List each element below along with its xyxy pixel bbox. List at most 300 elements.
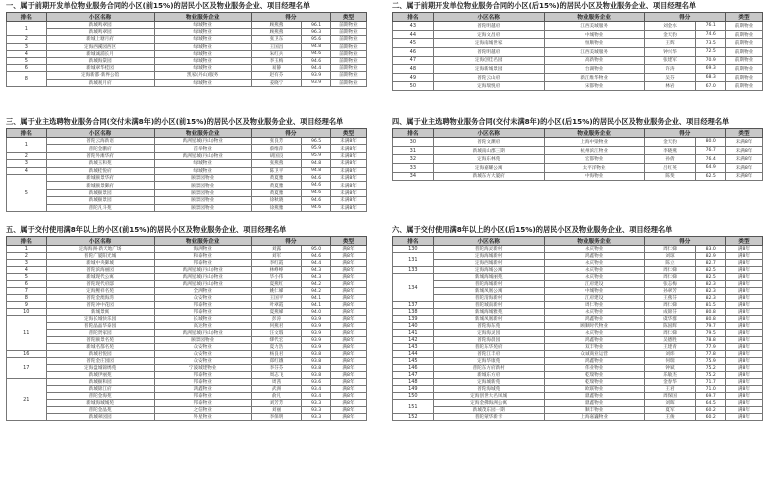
name-cell: 定海鲤祥名苑 xyxy=(46,288,154,295)
company-cell: 颐景园物业 xyxy=(154,197,251,204)
type-cell: 满8年 xyxy=(330,295,366,302)
rank-cell: 16 xyxy=(7,351,47,358)
type-cell: 满8年 xyxy=(330,379,366,386)
column-header-type: 类型 xyxy=(725,13,762,22)
manager-cell: 周志飞 xyxy=(251,372,301,379)
manager-cell: 张卫东 xyxy=(251,36,301,43)
score-cell: 74.6 xyxy=(696,30,726,39)
name-cell: 新城海城雅苑 xyxy=(433,309,544,316)
rank-cell: 6 xyxy=(7,65,47,72)
manager-cell: 刘琼 xyxy=(644,253,696,260)
column-header-company: 物业服务企业 xyxy=(544,13,644,22)
manager-cell: 何燕君 xyxy=(251,323,301,330)
name-cell: 新城颐景御府 xyxy=(46,182,154,189)
manager-cell: 吕红英 xyxy=(644,163,696,172)
table-row xyxy=(7,288,367,295)
company-cell: 邦泰物业 xyxy=(154,309,251,316)
score-cell: 93.3 xyxy=(302,400,331,407)
table-row xyxy=(393,65,763,74)
score-cell: 78.8 xyxy=(696,337,726,344)
table-row xyxy=(7,36,367,43)
ranking-table xyxy=(392,12,763,91)
table-row xyxy=(7,79,367,86)
column-header-rank: 排名 xyxy=(7,13,47,22)
table-row xyxy=(7,393,367,400)
type-cell: 满8年 xyxy=(725,309,762,316)
company-cell: 邦泰物业 xyxy=(154,372,251,379)
ranking-table xyxy=(6,236,367,421)
rank-cell: 1 xyxy=(7,246,47,253)
company-cell: 鸿鑫物业 xyxy=(544,253,644,260)
table-row xyxy=(393,295,763,302)
score-cell: 82.9 xyxy=(696,253,726,260)
company-cell: 伟业物业 xyxy=(544,365,644,372)
table-row xyxy=(7,189,367,196)
manager-cell: 吴芬 xyxy=(644,73,696,82)
company-cell: 颐景园物业 xyxy=(154,174,251,181)
table-row xyxy=(7,160,367,167)
manager-cell: 李芬芬 xyxy=(251,365,301,372)
type-cell: 未满8年 xyxy=(725,146,762,155)
score-cell: 96.3 xyxy=(302,29,331,36)
name-cell: 定海海城公寓 xyxy=(433,267,544,274)
name-cell: 新城景寓 xyxy=(46,309,154,316)
name-cell: 定海创世大名凤城 xyxy=(433,393,544,400)
rank-cell: 151 xyxy=(393,400,434,414)
name-cell: 定海华康苑 xyxy=(433,358,544,365)
score-cell: 82.7 xyxy=(696,260,726,267)
score-cell: 94.6 xyxy=(302,174,331,181)
score-cell: 94.3 xyxy=(302,267,331,274)
rank-cell: 2 xyxy=(7,253,47,260)
company-cell: 顺丰物业 xyxy=(544,407,644,414)
type-cell: 满8年 xyxy=(725,260,762,267)
score-cell: 80.0 xyxy=(696,138,726,147)
name-cell: 普陀金海苑 xyxy=(46,393,154,400)
table-row xyxy=(393,274,763,281)
company-cell: 颐景园物业 xyxy=(154,337,251,344)
rank-cell: 21 xyxy=(7,379,47,421)
manager-cell: 王国平 xyxy=(251,295,301,302)
name-cell: 普陀东方府新村 xyxy=(433,365,544,372)
manager-cell: 刘炜 xyxy=(644,351,696,358)
table-row xyxy=(7,174,367,181)
name-cell: 普陀贤家园 xyxy=(46,330,154,337)
company-cell: 众安物业 xyxy=(154,358,251,365)
score-cell: 94.6 xyxy=(302,189,331,196)
score-cell: 69.3 xyxy=(696,65,726,74)
name-cell: 新城鸣翠园 xyxy=(46,29,154,36)
score-cell: 94.6 xyxy=(302,204,331,211)
table-row xyxy=(7,43,367,50)
table-row xyxy=(393,73,763,82)
rank-cell: 134 xyxy=(393,274,434,302)
manager-cell: 周仁娣 xyxy=(644,302,696,309)
score-cell: 93.9 xyxy=(302,316,331,323)
type-cell: 满8年 xyxy=(725,386,762,393)
type-cell: 满8年 xyxy=(725,400,762,407)
company-cell: 鸿鑫物业 xyxy=(154,386,251,393)
manager-cell: 周仁娣 xyxy=(644,330,696,337)
column-header-name: 小区名称 xyxy=(46,13,154,22)
manager-cell: 乐敏杰 xyxy=(644,372,696,379)
name-cell: 普陀海东苑 xyxy=(433,323,544,330)
name-cell: 普陀滨海丽园 xyxy=(46,267,154,274)
manager-cell: 刘丽 xyxy=(251,407,301,414)
rank-cell: 1 xyxy=(7,22,47,36)
type-cell: 前期物业 xyxy=(725,56,762,65)
table-row xyxy=(393,323,763,330)
column-header-name: 小区名称 xyxy=(433,129,544,138)
table-row xyxy=(393,302,763,309)
table-row xyxy=(393,309,763,316)
type-cell: 前期物业 xyxy=(330,36,366,43)
score-cell: 82.3 xyxy=(696,281,726,288)
table-row xyxy=(7,274,367,281)
type-cell: 满8年 xyxy=(330,246,366,253)
name-cell: 定海新城景园 xyxy=(433,65,544,74)
name-cell: 定海南城世家 xyxy=(433,39,544,48)
manager-cell: 孙翠芳 xyxy=(644,288,696,295)
score-cell: 71.0 xyxy=(696,386,726,393)
company-cell: 永庆物业 xyxy=(544,274,644,281)
company-cell: 永庆物业 xyxy=(544,267,644,274)
company-cell: 邦泰物业 xyxy=(154,379,251,386)
name-cell: 定海西城新村 xyxy=(433,260,544,267)
column-header-name: 小区名称 xyxy=(433,13,544,22)
rank-cell: 144 xyxy=(393,351,434,358)
table-row xyxy=(7,145,367,152)
rank-cell: 8 xyxy=(7,295,47,302)
company-cell: 中城物业 xyxy=(544,30,644,39)
rank-cell: 31 xyxy=(393,146,434,155)
company-cell: 之信物业 xyxy=(154,407,251,414)
table-row xyxy=(7,358,367,365)
score-cell: 95.0 xyxy=(302,246,331,253)
column-header-type: 类型 xyxy=(725,129,762,138)
table-row xyxy=(7,386,367,393)
company-cell: 众安物业 xyxy=(154,295,251,302)
score-cell: 93.9 xyxy=(302,323,331,330)
rank-cell: 1 xyxy=(7,138,47,153)
rank-cell: 130 xyxy=(393,246,434,253)
name-cell: 新城玉和苑 xyxy=(46,160,154,167)
manager-cell: 王燕芬 xyxy=(644,295,696,302)
name-cell: 新城颐景园 xyxy=(46,189,154,196)
name-cell: 普陀清海新村 xyxy=(433,295,544,302)
company-cell: 邦泰物业 xyxy=(154,302,251,309)
type-cell: 满8年 xyxy=(330,260,366,267)
manager-cell: 叶翠霞 xyxy=(251,302,301,309)
company-cell: 乾瑞物业 xyxy=(544,372,644,379)
company-cell: 长城物业 xyxy=(154,316,251,323)
score-cell: 94.2 xyxy=(302,288,331,295)
rank-cell: 6 xyxy=(7,281,47,288)
name-cell: 普陀颐景名苑 xyxy=(46,337,154,344)
score-cell: 77.9 xyxy=(696,344,726,351)
company-cell: 鸿鑫物业 xyxy=(544,358,644,365)
company-cell: 邦泰物业 xyxy=(154,393,251,400)
score-cell: 82.3 xyxy=(696,288,726,295)
type-cell: 未满8年 xyxy=(330,138,366,145)
type-cell: 满8年 xyxy=(330,337,366,344)
column-header-type: 类型 xyxy=(725,237,762,246)
column-header-name: 小区名称 xyxy=(46,129,154,138)
score-cell: 76.4 xyxy=(696,155,726,164)
manager-cell: 彭涛 xyxy=(251,316,301,323)
name-cell: 定海新都·新界公馆 xyxy=(46,72,154,79)
company-cell: 高达物业 xyxy=(154,323,251,330)
rank-cell: 50 xyxy=(393,82,434,91)
manager-cell: 周茜 xyxy=(251,379,301,386)
rank-cell: 3 xyxy=(7,160,47,167)
column-header-score: 得分 xyxy=(644,129,725,138)
type-cell: 满8年 xyxy=(330,407,366,414)
type-cell: 满8年 xyxy=(330,344,366,351)
company-cell: 绿城物业 xyxy=(154,65,251,72)
score-cell: 75.2 xyxy=(696,365,726,372)
table-row xyxy=(393,386,763,393)
rank-cell: 2 xyxy=(7,36,47,43)
section-title: 六、属于交付使用满8年以上的小区(后15%)的居民小区及物业服务企业、项目经理名单 xyxy=(392,225,673,234)
table-row xyxy=(393,146,763,155)
ranking-table xyxy=(6,128,367,212)
type-cell: 满8年 xyxy=(330,414,366,421)
score-cell: 94.8 xyxy=(302,43,331,50)
type-cell: 前期物业 xyxy=(330,43,366,50)
score-cell: 77.8 xyxy=(696,351,726,358)
table-row xyxy=(7,260,367,267)
type-cell: 满8年 xyxy=(725,330,762,337)
company-cell: 中城物业 xyxy=(544,288,644,295)
type-cell: 前期物业 xyxy=(725,65,762,74)
manager-cell: 张志梅 xyxy=(644,281,696,288)
table-row xyxy=(393,337,763,344)
manager-cell: 缪代宏 xyxy=(251,337,301,344)
score-cell: 94.6 xyxy=(302,197,331,204)
score-cell: 93.4 xyxy=(302,386,331,393)
table-row xyxy=(393,414,763,421)
company-cell: 宁波城建物业 xyxy=(154,365,251,372)
company-cell: 顾顺时代物业 xyxy=(544,323,644,330)
table-row xyxy=(7,316,367,323)
table-row xyxy=(393,344,763,351)
manager-cell: 孙倩 xyxy=(644,155,696,164)
company-cell: 江西美城服务 xyxy=(544,47,644,56)
name-cell: 定海海灵园 xyxy=(433,330,544,337)
type-cell: 前期物业 xyxy=(330,29,366,36)
score-cell: 94.0 xyxy=(302,309,331,316)
table-row xyxy=(7,138,367,145)
score-cell: 69.7 xyxy=(696,393,726,400)
column-header-name: 小区名称 xyxy=(433,237,544,246)
name-cell: 新城锦江府 xyxy=(46,386,154,393)
column-header-rank: 排名 xyxy=(7,129,47,138)
rank-cell: 143 xyxy=(393,344,434,351)
manager-cell: 虞华群 xyxy=(644,316,696,323)
name-cell: 普陀文渊府 xyxy=(433,138,544,147)
score-cell: 76.1 xyxy=(696,22,726,31)
manager-cell: 张良芳 xyxy=(251,138,301,145)
table-row xyxy=(393,365,763,372)
company-cell: 禹洲星城(丹山)物业 xyxy=(154,152,251,159)
type-cell: 未满8年 xyxy=(330,182,366,189)
column-header-company: 物业服务企业 xyxy=(154,129,251,138)
type-cell: 满8年 xyxy=(725,274,762,281)
name-cell: 新城鸣翠园 xyxy=(46,22,154,29)
company-cell: 永庆物业 xyxy=(544,330,644,337)
type-cell: 满8年 xyxy=(725,302,762,309)
table-row xyxy=(7,267,367,274)
type-cell: 前期物业 xyxy=(725,73,762,82)
name-cell: 定海长城快乐园 xyxy=(46,316,154,323)
name-cell: 定海城新苑 xyxy=(433,379,544,386)
table-row xyxy=(7,295,367,302)
column-header-score: 得分 xyxy=(644,13,725,22)
manager-cell: 陈立 xyxy=(644,260,696,267)
name-cell: 新城茂东园一期 xyxy=(433,407,544,414)
manager-cell: 张燕燕 xyxy=(251,160,301,167)
name-cell: 新城中央御城 xyxy=(46,260,154,267)
manager-cell: 金天豹 xyxy=(644,138,696,147)
rank-cell: 5 xyxy=(7,174,47,211)
type-cell: 满8年 xyxy=(725,246,762,253)
score-cell: 94.8 xyxy=(302,167,331,174)
table-row xyxy=(7,323,367,330)
manager-cell: 朱红兵 xyxy=(251,50,301,57)
table-row xyxy=(393,260,763,267)
score-cell: 73.5 xyxy=(696,39,726,48)
table-row xyxy=(7,197,367,204)
column-header-rank: 排名 xyxy=(393,129,434,138)
score-cell: 82.3 xyxy=(696,295,726,302)
manager-cell: 黄夏雅 xyxy=(251,182,301,189)
name-cell: 定海文昌府 xyxy=(433,30,544,39)
type-cell: 满8年 xyxy=(725,407,762,414)
company-cell: 邦泰物业 xyxy=(154,260,251,267)
score-cell: 94.3 xyxy=(302,274,331,281)
manager-cell: 姜晓宁 xyxy=(251,79,301,86)
type-cell: 前期物业 xyxy=(725,39,762,48)
rank-cell: 4 xyxy=(7,167,47,174)
column-header-company: 物业服务企业 xyxy=(544,237,644,246)
company-cell: 杭州滨江物业 xyxy=(544,146,644,155)
column-header-company: 物业服务企业 xyxy=(154,237,251,246)
column-header-rank: 排名 xyxy=(7,237,47,246)
type-cell: 未满8年 xyxy=(725,138,762,147)
manager-cell: 刘军 xyxy=(251,253,301,260)
company-cell: 鼎鑫物业 xyxy=(544,393,644,400)
company-cell: 凯家(丹山)服务 xyxy=(154,72,251,79)
score-cell: 93.8 xyxy=(302,372,331,379)
type-cell: 未满8年 xyxy=(725,163,762,172)
name-cell: 新城现代公寓 xyxy=(46,274,154,281)
section-title: 一、属于前期开发单位物业服务合同的小区(前15%)的居民小区及物业服务企业、项目经理名单 xyxy=(6,1,311,10)
rank-cell: 142 xyxy=(393,337,434,344)
manager-cell: 顾燕燕 xyxy=(251,22,301,29)
name-cell: 新城上塘月府 xyxy=(46,36,154,43)
manager-cell: 赵有芬 xyxy=(251,72,301,79)
manager-cell: 王辉 xyxy=(644,39,696,48)
company-cell: 绿城物业 xyxy=(154,79,251,86)
score-cell: 79.7 xyxy=(696,323,726,330)
company-cell: 高新物业 xyxy=(544,56,644,65)
rank-cell: 4 xyxy=(7,267,47,274)
company-cell: 鸿鑫物业 xyxy=(544,316,644,323)
ranking-table xyxy=(392,128,763,181)
type-cell: 未满8年 xyxy=(725,155,762,164)
table-row xyxy=(393,246,763,253)
name-cell: 普陀明越府 xyxy=(433,22,544,31)
rank-cell: 5 xyxy=(7,274,47,281)
manager-cell: 黄夏雅 xyxy=(251,189,301,196)
score-cell: 72.5 xyxy=(696,47,726,56)
type-cell: 满8年 xyxy=(330,267,366,274)
company-cell: 上海中梁物业 xyxy=(544,138,644,147)
type-cell: 未满8年 xyxy=(725,172,762,181)
rank-cell: 17 xyxy=(7,358,47,379)
section-5 xyxy=(6,225,366,421)
table-row xyxy=(393,351,763,358)
table-row xyxy=(7,22,367,29)
type-cell: 未满8年 xyxy=(330,204,366,211)
table-row xyxy=(393,281,763,288)
type-cell: 前期物业 xyxy=(330,50,366,57)
company-cell: 宋都物业 xyxy=(544,82,644,91)
name-cell: 新城凤凰公寓 xyxy=(433,288,544,295)
name-cell: 新城伊丽苑 xyxy=(46,372,154,379)
manager-cell: 杨良君 xyxy=(251,351,301,358)
name-cell: 新城君悦园 xyxy=(46,351,154,358)
type-cell: 满8年 xyxy=(330,281,366,288)
manager-cell: 毕小伟 xyxy=(251,274,301,281)
section-6 xyxy=(392,225,762,421)
manager-cell: 李玉梅 xyxy=(251,57,301,64)
table-row xyxy=(7,152,367,159)
type-cell: 满8年 xyxy=(330,288,366,295)
type-cell: 满8年 xyxy=(330,365,366,372)
manager-cell: 钟斌 xyxy=(644,365,696,372)
name-cell: 普陀冲中花园 xyxy=(46,302,154,309)
name-cell: 普陀江丰府 xyxy=(433,351,544,358)
rank-cell: 131 xyxy=(393,253,434,267)
table-row xyxy=(7,253,367,260)
section-1 xyxy=(6,1,366,87)
company-cell: 外星物业 xyxy=(154,414,251,421)
company-cell: 江西美城服务 xyxy=(544,22,644,31)
rank-cell: 43 xyxy=(393,22,434,31)
type-cell: 前期物业 xyxy=(725,30,762,39)
score-cell: 68.3 xyxy=(696,73,726,82)
score-cell: 93.8 xyxy=(302,365,331,372)
type-cell: 未满8年 xyxy=(330,174,366,181)
column-header-company: 物业服务企业 xyxy=(154,13,251,22)
table-row xyxy=(393,330,763,337)
type-cell: 满8年 xyxy=(330,372,366,379)
company-cell: 禹洲星城(丹山)物业 xyxy=(154,138,251,145)
score-cell: 64.9 xyxy=(696,163,726,172)
score-cell: 80.8 xyxy=(696,309,726,316)
type-cell: 满8年 xyxy=(330,358,366,365)
section-title: 四、属于业主选聘物业服务合同(交付未满8年)的小区(后15%)的居民小区及物业服务企业、项目经理名单 xyxy=(392,117,730,126)
rank-cell: 32 xyxy=(393,155,434,164)
column-header-score: 得分 xyxy=(251,237,330,246)
manager-cell: 夏燕娣 xyxy=(251,309,301,316)
type-cell: 满8年 xyxy=(725,393,762,400)
company-cell: 邦泰物业 xyxy=(154,400,251,407)
company-cell: 永庆物业 xyxy=(544,246,644,253)
company-cell: 欧联物业 xyxy=(544,386,644,393)
